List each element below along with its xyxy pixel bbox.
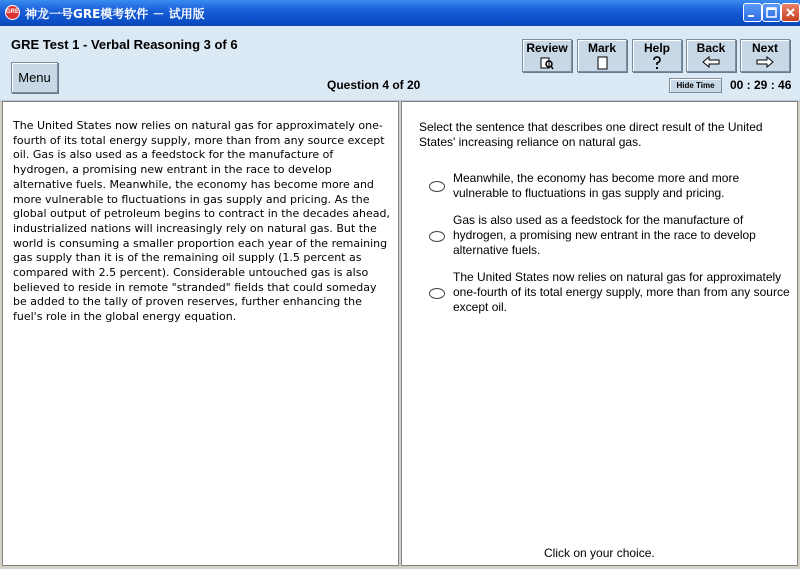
- mark-label: Mark: [587, 41, 616, 55]
- back-button[interactable]: [686, 39, 736, 72]
- maximize-button[interactable]: [762, 3, 781, 22]
- next-button[interactable]: [740, 39, 790, 72]
- close-icon: [785, 7, 796, 18]
- instruction-hint: Click on your choice.: [544, 546, 655, 560]
- back-arrow-icon: [702, 56, 720, 68]
- help-button[interactable]: [632, 39, 682, 72]
- menu-button[interactable]: Menu: [11, 62, 58, 93]
- answer-choice-3[interactable]: [427, 270, 790, 316]
- next-label: Next: [751, 41, 778, 55]
- minimize-icon: [747, 7, 758, 18]
- answer-choice-text: Meanwhile, the economy has become more and more vulnerable to fluctuations in gas supply and pricing.: [453, 171, 740, 200]
- test-title: GRE Test 1 - Verbal Reasoning 3 of 6: [11, 37, 238, 52]
- header: [0, 26, 800, 101]
- review-label: Review: [526, 41, 568, 55]
- window-title: 神龙一号GRE模考软件 － 试用版: [25, 7, 205, 21]
- answer-choice-text: The United States now relies on natural gas for approximately one-fourth of its total energy supply, more than from any source except oil.: [453, 270, 790, 314]
- answer-choice-1[interactable]: [427, 171, 772, 203]
- close-button[interactable]: [781, 3, 800, 22]
- radio-button[interactable]: [429, 288, 445, 299]
- hide-time-button[interactable]: Hide Time: [669, 78, 722, 93]
- answer-choice-2[interactable]: [427, 213, 772, 259]
- review-icon: [540, 56, 554, 70]
- answer-choice-text: Gas is also used as a feedstock for the manufacture of hydrogen, a promising new entrant in the race to develop alternative fuels.: [453, 213, 756, 257]
- question-pane: [401, 101, 798, 566]
- minimize-button[interactable]: [743, 3, 762, 22]
- help-label: Help: [643, 41, 670, 55]
- mark-button[interactable]: [577, 39, 627, 72]
- passage-text: The United States now relies on natural gas for approximately one-fourth of its total energy supply, more than from any source except oil. Gas is also used as a feedstock for the manufacture of hydrogen, a promising new entrant in the race to develop alternative fuels. Meanwhile, the economy has become more and more vulnerable to fluctuations in gas supply and pricing. As the global output of petroleum begins to contract in the decades ahead, industrialized nations will increasingly rely on natural gas. But the world is consuming a smaller proportion each year of the remaining gas supply than it is of the remaining oil supply (1.5 percent as compared with 2.5 percent). Considerable untouched gas is also believed to reside in remote "stranded" fields that could someday be added to the tally of proven reserves, further enhancing the fuel's role in the global energy equation.: [13, 119, 391, 324]
- next-arrow-icon: [756, 56, 774, 68]
- radio-button[interactable]: [429, 231, 445, 242]
- question-stem: Select the sentence that describes one direct result of the United States' increasing reliance on natural gas.: [419, 120, 763, 149]
- question-number: Question 4 of 20: [327, 78, 421, 92]
- back-label: Back: [696, 41, 726, 55]
- timer: 00 : 29 : 46: [730, 78, 792, 92]
- app-logo-icon: GRE: [5, 5, 20, 20]
- radio-button[interactable]: [429, 181, 445, 192]
- passage-pane[interactable]: [2, 101, 399, 566]
- mark-icon: [595, 56, 609, 70]
- maximize-icon: [766, 7, 777, 18]
- help-icon: [650, 56, 664, 70]
- title-bar: [0, 0, 800, 26]
- review-button[interactable]: [522, 39, 572, 72]
